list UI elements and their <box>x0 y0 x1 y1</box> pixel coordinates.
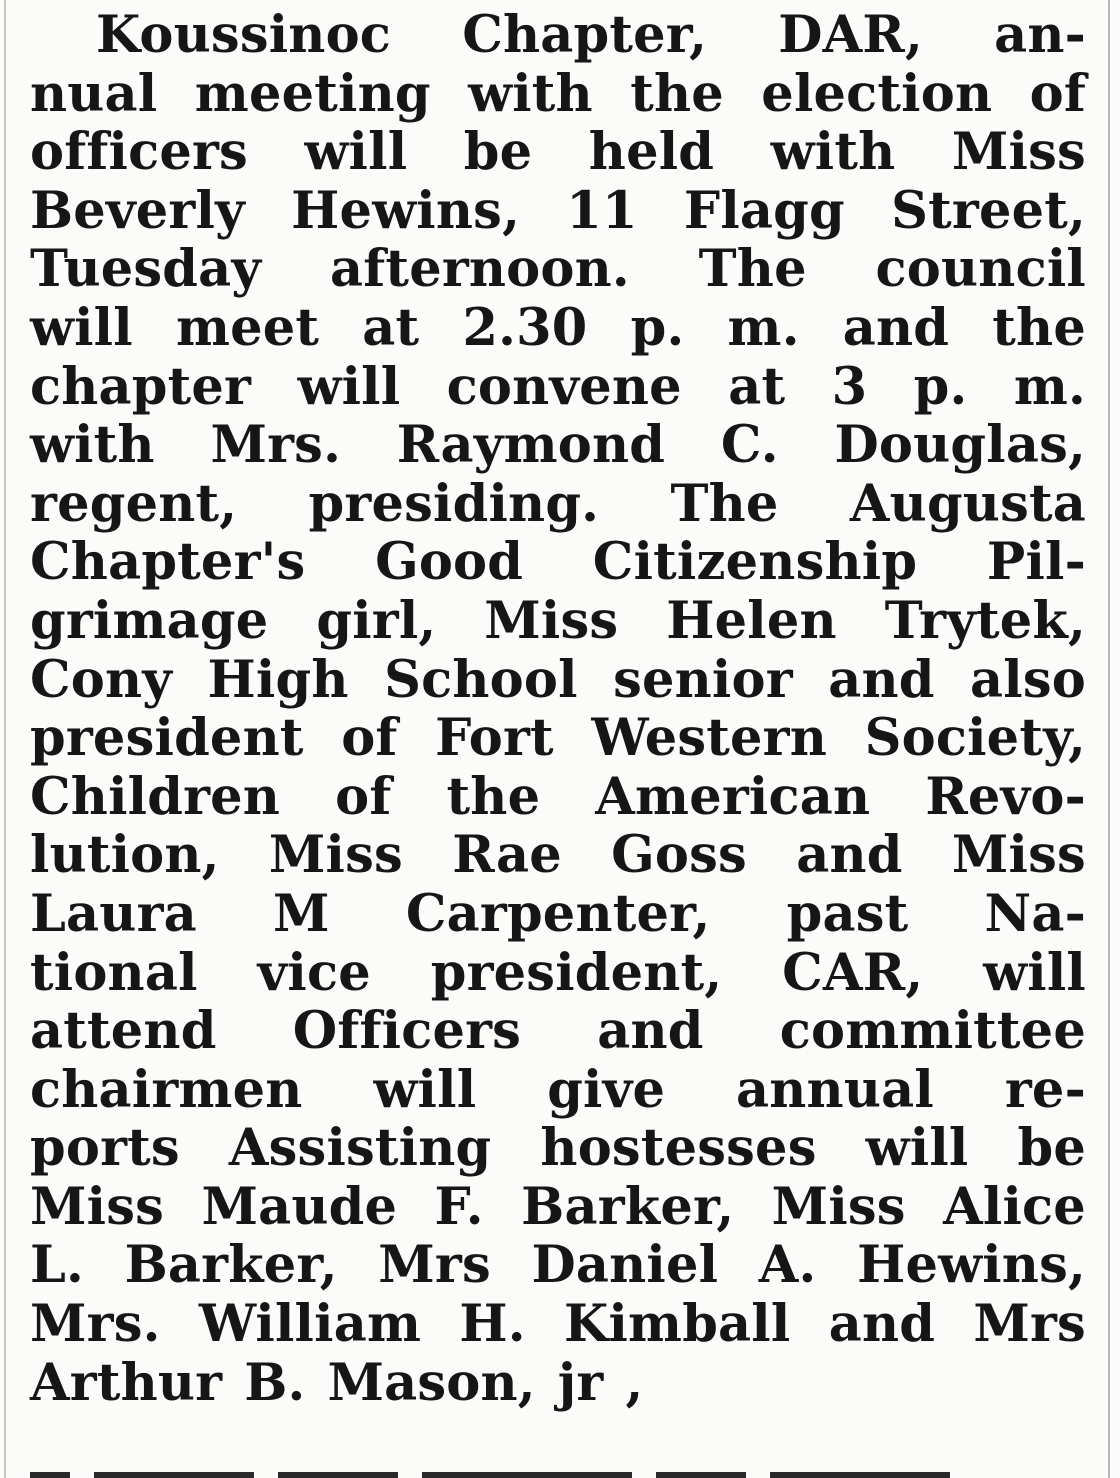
word: m. <box>727 297 800 358</box>
word: Mrs. <box>30 1294 161 1355</box>
article-line <box>30 1295 1086 1354</box>
word: and <box>828 1294 936 1355</box>
word: with <box>30 415 155 476</box>
word: chairmen <box>30 1059 303 1120</box>
article-line <box>30 1354 1086 1413</box>
word: of <box>1029 63 1086 124</box>
word: and <box>828 649 935 710</box>
word: Laura <box>30 883 197 944</box>
word: afternoon. <box>330 239 630 300</box>
word: committee <box>779 1001 1086 1062</box>
word: re- <box>1004 1059 1086 1120</box>
word: will <box>373 1059 477 1120</box>
word: Flagg <box>683 180 845 241</box>
word: Children <box>30 766 281 827</box>
word: American <box>595 766 871 827</box>
word: B. <box>244 1352 306 1413</box>
word: 11 <box>566 180 638 241</box>
word: with <box>468 63 593 124</box>
word: Chapter, <box>462 5 708 65</box>
article-line <box>30 475 1086 534</box>
word: Mrs <box>973 1294 1086 1355</box>
article-line <box>30 1002 1086 1061</box>
word: F. <box>434 1176 484 1237</box>
word: CAR, <box>782 942 924 1003</box>
word: held <box>588 122 715 183</box>
word: past <box>786 883 909 944</box>
word: election <box>761 63 993 124</box>
word: Maude <box>201 1176 398 1237</box>
word: Officers <box>292 1001 522 1062</box>
word: an- <box>994 5 1086 65</box>
word: and <box>597 1001 704 1062</box>
word: Citizenship <box>592 532 918 593</box>
word: m. <box>1013 356 1086 417</box>
article-line <box>30 6 1086 65</box>
word: M <box>273 883 330 944</box>
article-line <box>30 1178 1086 1237</box>
word: meet <box>175 297 320 358</box>
word: 2.30 <box>462 297 588 358</box>
word: grimage <box>30 590 269 651</box>
word: William <box>198 1294 422 1355</box>
word: Revo- <box>925 766 1086 827</box>
word: annual <box>736 1059 934 1120</box>
article-line <box>30 885 1086 944</box>
word: Cony <box>30 649 173 710</box>
word: Barker, <box>521 1176 735 1237</box>
article-line <box>30 768 1086 827</box>
word: , <box>625 1352 644 1413</box>
word: Douglas, <box>834 415 1086 476</box>
article-line <box>30 240 1086 299</box>
word: chapter <box>30 356 252 417</box>
word: the <box>630 63 724 124</box>
word: The <box>670 473 779 534</box>
article-line <box>30 123 1086 182</box>
word: convene <box>446 356 682 417</box>
word: and <box>842 297 950 358</box>
word: Mrs. <box>210 415 342 476</box>
word: be <box>463 122 533 183</box>
word: Miss <box>484 590 619 651</box>
word: DAR, <box>778 5 923 65</box>
word: Hewins, <box>291 180 521 241</box>
word: Western <box>591 708 828 769</box>
word: Miss <box>30 1176 165 1237</box>
article-line <box>30 826 1086 885</box>
word: Carpenter, <box>405 883 711 944</box>
cut-off-next-line <box>30 1462 1080 1478</box>
word: senior <box>613 649 793 710</box>
word: L. <box>30 1235 85 1296</box>
article-line <box>30 416 1086 475</box>
word: nual <box>30 63 158 124</box>
column-rule-left <box>4 0 6 1478</box>
word: Barker, <box>124 1235 338 1296</box>
word: president, <box>430 942 723 1003</box>
word: p. <box>630 297 685 358</box>
word: Na- <box>984 883 1086 944</box>
word: Koussinoc <box>96 5 392 65</box>
word: tional <box>30 942 198 1003</box>
word: at <box>728 356 786 417</box>
word: High <box>207 649 349 710</box>
word: will <box>297 356 401 417</box>
word: Miss <box>951 122 1086 183</box>
word: Tuesday <box>30 239 262 300</box>
word: Miss <box>771 1176 906 1237</box>
word: Raymond <box>396 415 666 476</box>
word: at <box>362 297 420 358</box>
word: the <box>446 766 541 827</box>
word: Society, <box>864 708 1086 769</box>
word: president <box>30 708 304 769</box>
article-line <box>30 1061 1086 1120</box>
word: lution, <box>30 825 220 886</box>
word: council <box>875 239 1086 300</box>
article-line <box>30 182 1086 241</box>
article-line <box>30 651 1086 710</box>
word: will <box>865 1118 969 1179</box>
word: Chapter's <box>30 532 306 593</box>
word: will <box>30 297 133 358</box>
article-line <box>30 592 1086 651</box>
word: Daniel <box>531 1235 719 1296</box>
word: Trytek, <box>884 590 1086 651</box>
word: 3 <box>831 356 868 417</box>
word: Helen <box>666 590 837 651</box>
word: also <box>970 649 1086 710</box>
article-line <box>30 1236 1086 1295</box>
word: A. <box>758 1235 817 1296</box>
word: H. <box>459 1294 526 1355</box>
word: will <box>304 122 408 183</box>
word: Good <box>375 532 524 593</box>
word: regent, <box>30 473 238 534</box>
word: will <box>983 942 1086 1003</box>
word: ports <box>30 1118 180 1179</box>
article-line <box>30 299 1086 358</box>
word: of <box>341 708 398 769</box>
word: Pil- <box>986 532 1086 593</box>
article-line <box>30 533 1086 592</box>
word: presiding. <box>308 473 600 534</box>
word: jr <box>557 1352 604 1413</box>
word: Arthur <box>30 1352 223 1413</box>
word: Mrs <box>378 1235 491 1296</box>
article-line <box>30 358 1086 417</box>
word: C. <box>720 415 779 476</box>
article-line <box>30 944 1086 1003</box>
word: Goss <box>611 825 747 886</box>
article-line <box>30 709 1086 768</box>
word: give <box>547 1059 666 1120</box>
word: meeting <box>194 63 431 124</box>
word: with <box>770 122 896 183</box>
article-text <box>30 6 1086 1412</box>
column-rule-right <box>1108 0 1110 1478</box>
word: The <box>698 239 807 300</box>
word: Street, <box>891 180 1086 241</box>
word: Assisting <box>228 1118 492 1179</box>
word: Fort <box>435 708 554 769</box>
word: the <box>992 297 1086 358</box>
word: Mason, <box>327 1352 536 1413</box>
word: Alice <box>943 1176 1086 1237</box>
word: Kimball <box>563 1294 791 1355</box>
word: attend <box>30 1001 217 1062</box>
article-line <box>30 1119 1086 1178</box>
word: Miss <box>268 825 403 886</box>
word: p. <box>913 356 968 417</box>
word: vice <box>257 942 371 1003</box>
word: of <box>335 766 392 827</box>
word: Hewins, <box>857 1235 1086 1296</box>
word: and <box>796 825 903 886</box>
word: girl, <box>316 590 437 651</box>
word: Rae <box>452 825 562 886</box>
word: officers <box>30 122 248 183</box>
article-line <box>30 65 1086 124</box>
word: Beverly <box>30 180 245 241</box>
word: Augusta <box>849 473 1086 534</box>
word: hostesses <box>540 1118 817 1179</box>
word: Miss <box>951 825 1086 886</box>
word: School <box>384 649 578 710</box>
word: be <box>1017 1118 1086 1179</box>
